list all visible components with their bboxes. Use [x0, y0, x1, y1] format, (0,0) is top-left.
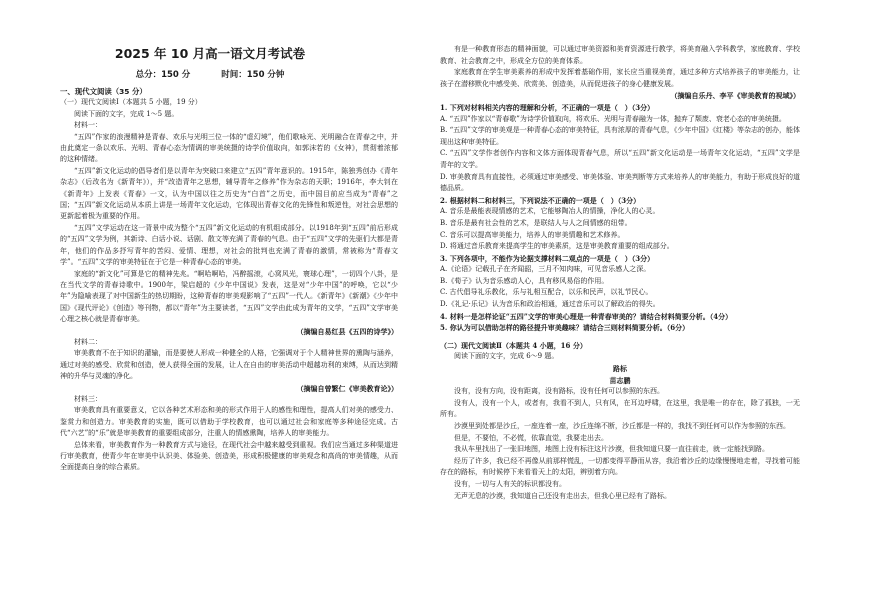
option: B. “五四”文学的审美观是一种青春心态的审美特征，具有浓厚的青春气息，《少年中国》《红楼》等杂志的创办，能体现出这种审美特征。: [440, 126, 800, 146]
source-citation: （摘编自易红县《五四的诗学》）: [296, 326, 398, 336]
paragraph: “五四”作家的浪漫精神是青春、欢乐与光明三位一体的“虚幻境”，他们歌咏光、光明融合在青春之中，并由此奠定一条以欢乐、光明、青春心态为情调的审美统摄的诗学价值取向，如郭沫若的《女神》，贯彻着浓郁的这种情绪。: [60, 132, 398, 164]
option: A. 音乐是最能表现情感的艺术，它能够陶冶人的情操，净化人的心灵。: [440, 207, 660, 216]
paragraph: 沙漠里到处都是沙丘，一座连着一座，沙丘连绵不断，沙丘都是一样的，我找不到任何可以作为参照的东西。: [454, 422, 790, 430]
material-label: 材料二：: [74, 337, 102, 346]
instruction: 阅读下面的文字，完成 1～5 题。: [74, 109, 179, 118]
story-title: 路标: [613, 364, 627, 374]
question-2: 2. 根据材料二和材料三，下列说法不正确的一项是（ ）（3分）: [440, 195, 641, 205]
right-column: [440, 0, 860, 615]
exam-time: 时间：150 分钟: [221, 70, 285, 80]
material-label: 材料三：: [74, 394, 102, 403]
option: B. 音乐是最有社会性的艺术，是联结人与人之间情感的纽带。: [440, 218, 632, 227]
option: C. 音乐可以提高审美能力，培养人的审美情趣和艺术修养。: [440, 230, 625, 239]
left-text-block: [60, 86, 398, 474]
material-label: 材料一：: [74, 121, 102, 130]
paragraph: 总体来看，审美教育作为一种教育方式与途径，在现代社会中越来越受到重视。我们应当通过多种渠道进行审美教育，使青少年在审美中认识美、体验美、创造美，形成积极健康的审美观念和高尚的审美情趣，从而全面提高自身的综合素质。: [60, 440, 398, 472]
paragraph: 我从车里找出了一张旧地图，地图上没有标注这片沙漠，但我知道只要一直往前走，就一定能找到路。: [454, 445, 769, 454]
part-heading: （二）现代文阅读Ⅱ（本题共 4 小题，16 分）: [440, 340, 587, 350]
left-column: [0, 0, 428, 615]
paragraph: 审美教育不在于知识的灌输，而是要使人形成一种健全的人格，它强调对于个人精神世界的熏陶与涵养，通过对美的感受、欣赏和创造，使人获得全面的发展，让人在自由的审美活动中超越功利的束缚，从而达到精神的升华与灵魂的净化。: [60, 349, 398, 381]
paragraph: 有是一种教育形态的精神面貌，可以通过审美资源和美育资源进行教学，将美育融入学科教学，家庭教育、学校教育、社会教育之中，形成全方位的美育体系。: [440, 45, 800, 65]
section-heading: 一、现代文阅读（35 分）: [60, 87, 147, 96]
instruction: 阅读下面的文字，完成 6～9 题。: [454, 352, 559, 361]
paragraph: “五四”新文化运动的倡导者们是以青年为突破口来建立“五四”青年意识的。1915年，陈独秀创办《青年杂志》（后改名为《新青年》），并“改造青年之思想，辅导青年之修养”作为杂志的天职；1916年，李大钊在《新青年》上发表《青春》一文，认为中国以往之历史为“白首”之历史，而中国目前应当成为“青春”之国；“五四”新文化运动从本质上讲是一场青年文化运动，它体现出青春文化的先锋性和叛逆性，对社会思想的更新起着极为重要的作用。: [60, 166, 398, 221]
option: D. 将通过音乐教育来提高学生的审美素质，这是审美教育重要的组成部分。: [440, 242, 674, 251]
exam-title: 2025 年 10 月高一语文月考试卷: [114, 46, 306, 61]
paragraph: 经历了许多，我已经不再像从前那样慌乱，一切都变得平静而从容，我沿着沙丘的边缘慢慢地走着，寻找着可能存在的路标，有时候停下来看看天上的太阳，辨别着方向。: [440, 456, 800, 477]
paragraph: 没有，没有方向，没有距离，没有路标，没有任何可以参照的东西。: [454, 387, 664, 396]
option: D.《礼记·乐记》认为音乐和政治相通，通过音乐可以了解政治的得失。: [440, 300, 660, 309]
paragraph: 没有，一切与人有关的标识都没有。: [454, 479, 566, 488]
paragraph: 无声无息的沙漠，我知道自己还没有走出去，但我心里已经有了路标。: [454, 491, 671, 500]
right-text-block: [440, 44, 800, 502]
exam-meta: [60, 68, 360, 80]
option: C. “五四”文学作者创作内容和文体方面体现青春气息，所以“五四”新文化运动是一场青年文化运动，“五四”文学是青年的文学。: [440, 149, 800, 169]
paragraph: “五四”文学运动在这一背景中成为整个“五四”新文化运动的有机组成部分。以1918年到“五四”前后形成的“五四”文学为例，其新诗、白话小说、话剧、散文等充满了青春的气息。由于“五四”文学的先驱们大都是青年，他们的作品多抒写青年的苦闷、爱情、理想，对社会的批判也充满了青春的激情，常被称为“青春文学”。“五四”文学的审美特征在于它是一种青春心态的审美。: [60, 223, 398, 267]
option: A.《论语》记载孔子在齐闻韶，三月不知肉味，可见音乐感人之深。: [440, 265, 651, 274]
source-citation: （摘编自曾繁仁《审美教育论》）: [296, 383, 398, 393]
paragraph: 审美教育具有重要意义，它以各种艺术形态和美的形式作用于人的感性和理性，提高人们对美的感受力、鉴赏力和创造力。审美教育的实施，既可以借助于学校教育，也可以通过社会和家庭等多种途径完成。古代“六艺”的“乐”就是审美教育的重要组成部分，注重人的情感熏陶，培养人的审美能力。: [60, 406, 398, 438]
paragraph: 没有人，没有一个人，或者有，我看不到人，只有风，在耳边呼啸，在这里，我是唯一的存在，除了孤独，一无所有。: [440, 398, 800, 419]
total-score: 总分：150 分: [135, 70, 191, 80]
story-author: 苗志鹏: [609, 375, 631, 385]
question-5: 5. 你认为可以借助怎样的路径提升审美趣味？请结合三则材料简要分析。（6分）: [440, 323, 690, 333]
source-citation: （摘编自乐丹、李平《审美教育的视域》）: [670, 91, 800, 101]
option: B.《荀子》认为音乐感动人心，具有移风易俗的作用。: [440, 276, 609, 285]
option: A. “五四”作家以“青春歌”为诗学价值取向，将欢乐、光明与青春融为一体，抛弃了颓废、衰老心态的审美统摄。: [440, 114, 786, 123]
paragraph: 家庭的“新文化”可算是它的精神先兆。“啊哈啊哈，冯醉摇滚，心窝风光，寰球心理”，一切四个八卦，是在当代文学的青春诗歌中。1900年，梁启超的《少年中国说》发表，这是对“少年中国”的呼唤，它以“少年”为隐喻表现了对中国新生的热切期盼，这种青春的审美观影响了“五四”一代人。《新青年》《新潮》《少年中国》《现代评论》《创造》等刊物，都以“青年”为主要读者，“五四”文学由此成为青年的文学，“五四”文学审美心理之核心就是青春审美。: [60, 269, 398, 324]
question-4: 4. 材料一是怎样论证“五四”文学的审美心理是一种青春审美的？请结合材料简要分析。（4分）: [440, 311, 733, 321]
paragraph: 家庭教育在学生审美素养的形成中发挥着基础作用，家长应当重视美育，通过多种方式培养孩子的审美能力，让孩子在潜移默化中感受美、欣赏美、创造美，从而促进孩子的身心健康发展。: [440, 68, 800, 88]
question-3: 3. 下列各项中，不能作为论据支撑材料二观点的一项是（ ）（3分）: [440, 253, 655, 263]
part-heading: （一）现代文阅读Ⅰ（本题共 5 小题，19 分）: [60, 98, 202, 107]
option: C. 古代倡导礼乐教化，乐与礼相互配合，以乐和民声，以礼节民心。: [440, 288, 653, 297]
option: D. 审美教育具有直接性，必须通过审美感受、审美体验、审美判断等方式来培养人的审美能力，有助于形成良好的道德品质。: [440, 172, 800, 193]
paragraph: 但是，不要怕，不必慌，依靠直觉，我要走出去。: [454, 433, 608, 442]
question-1: 1. 下列对材料相关内容的理解和分析，不正确的一项是（ ）（3分）: [440, 102, 655, 112]
